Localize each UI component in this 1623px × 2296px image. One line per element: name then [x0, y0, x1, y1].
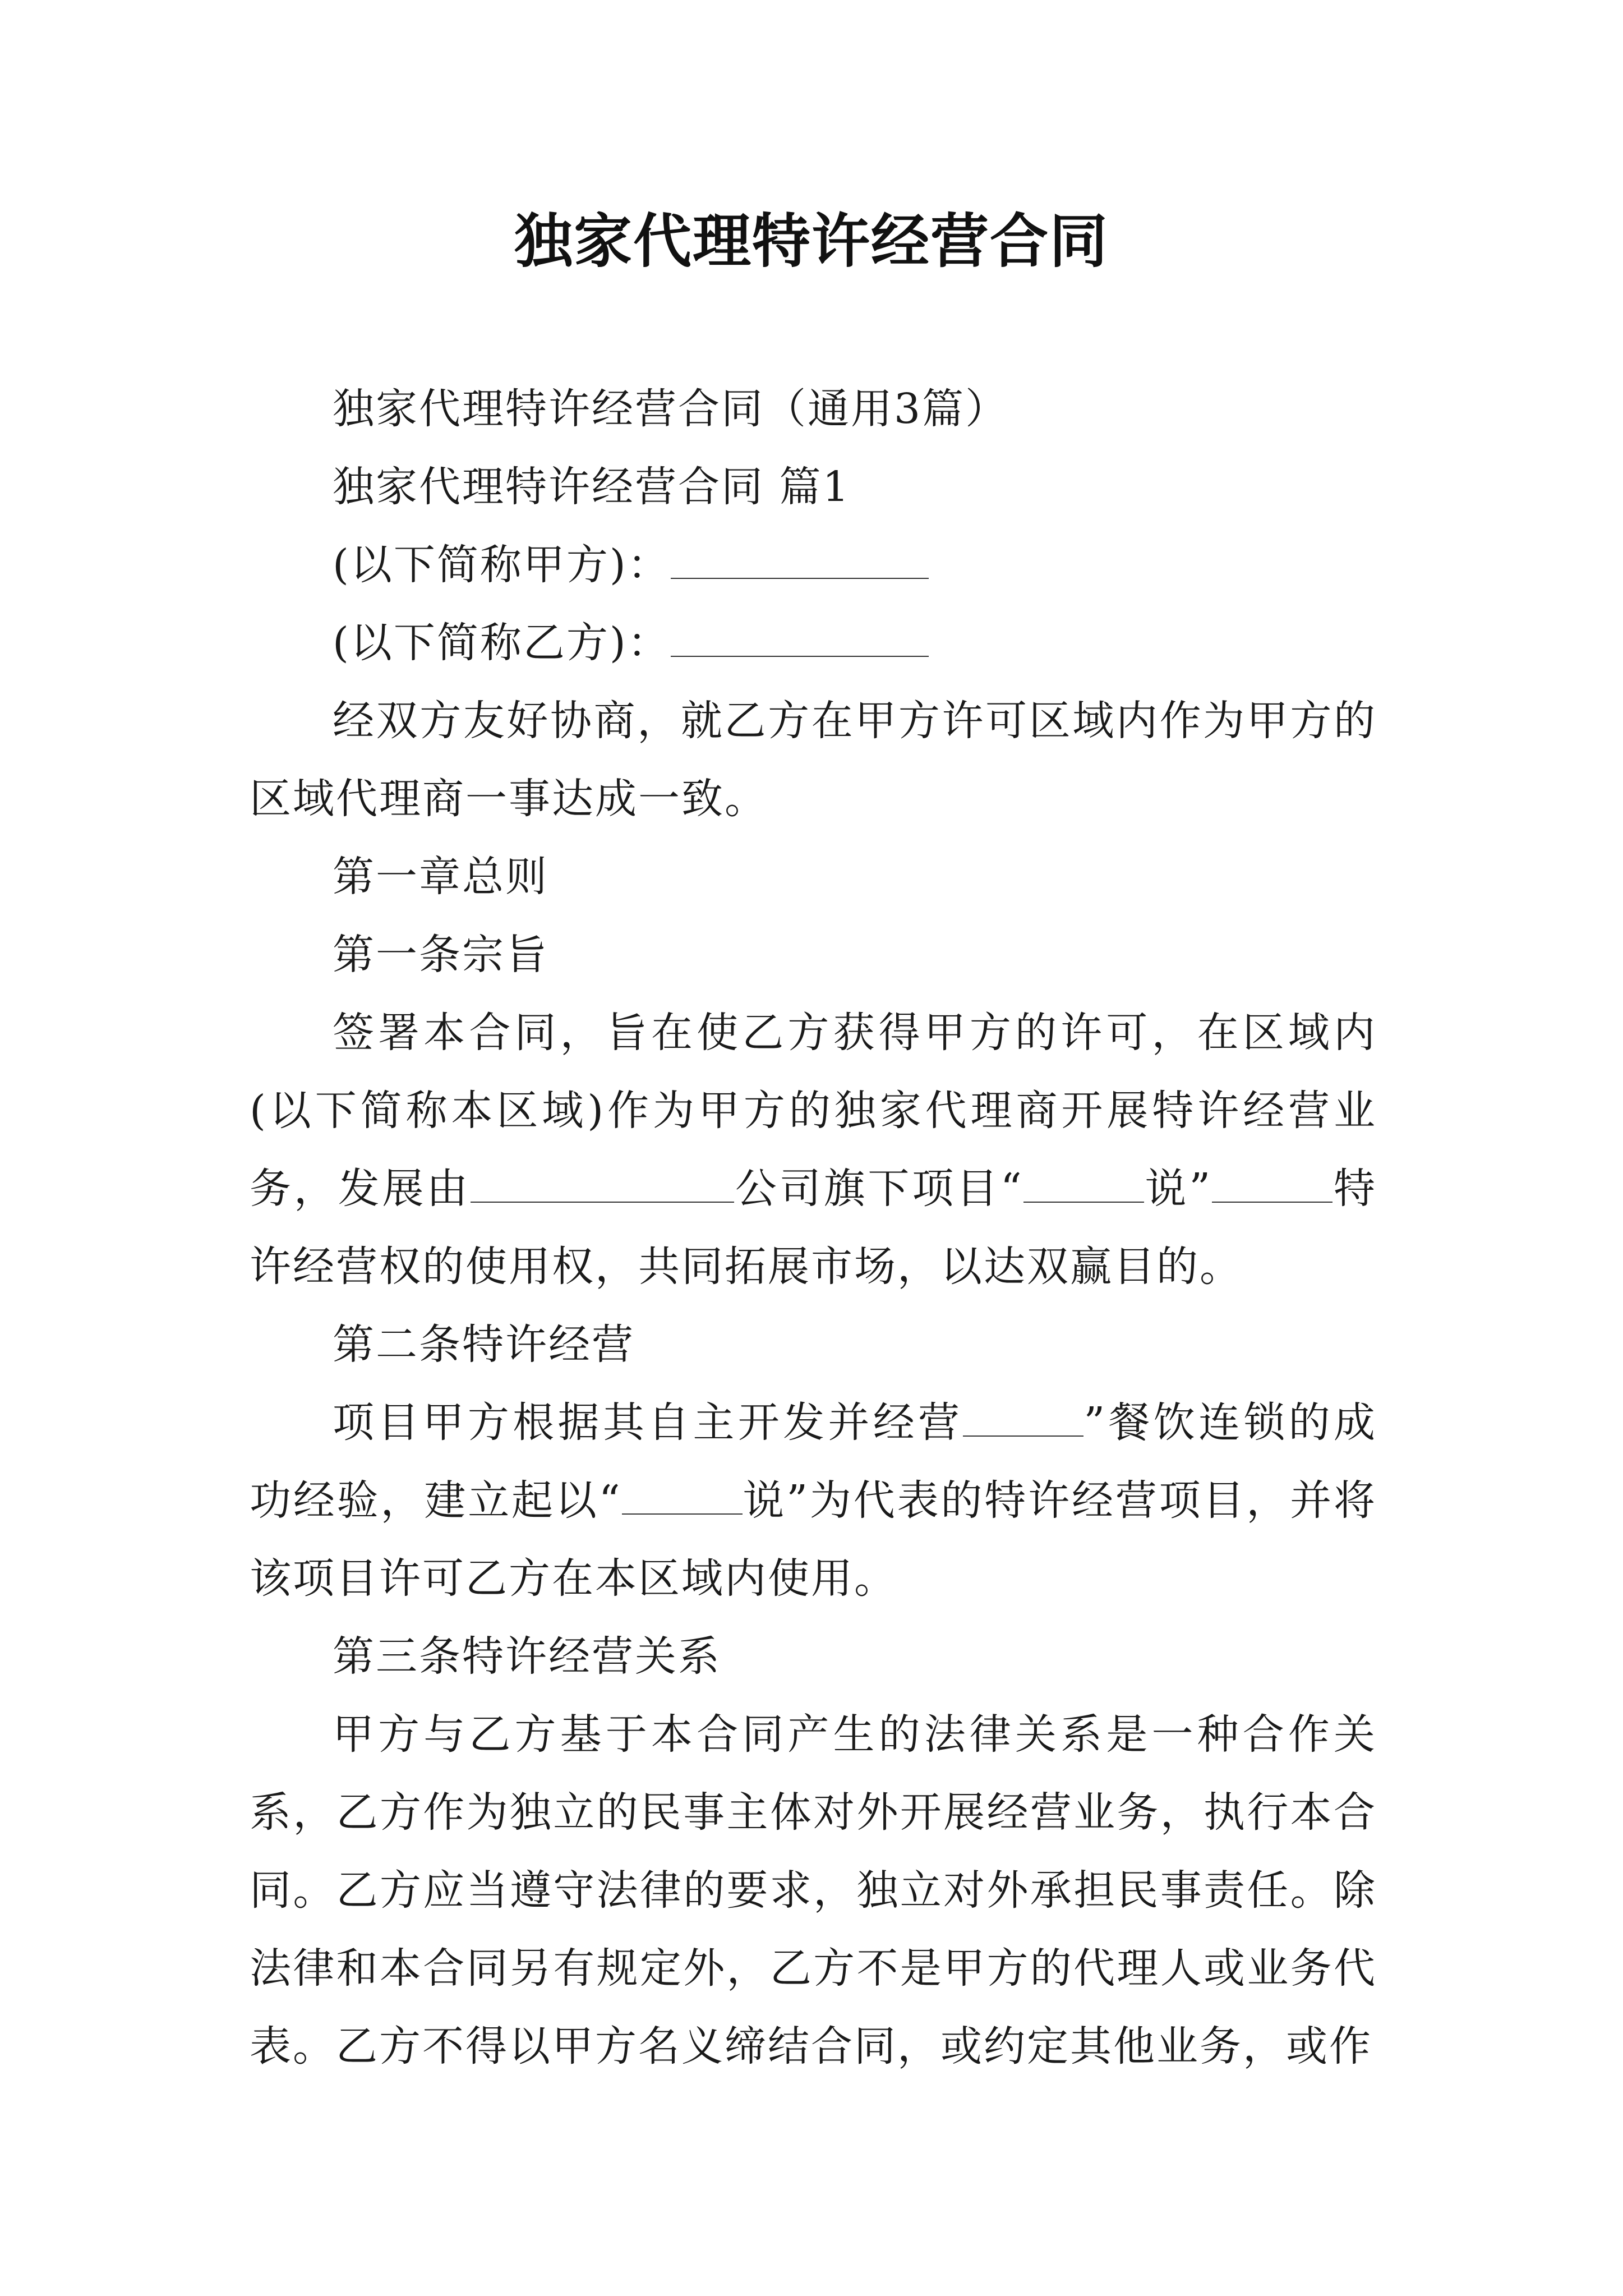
article2-text-a: 项目甲方根据其自主开发并经营 — [333, 1398, 963, 1447]
party-a-label: (以下简称甲方)： — [333, 541, 671, 589]
intro-paragraph: 经双方友好协商，就乙方在甲方许可区域内作为甲方的区域代理商一事达成一致。 — [250, 697, 1377, 823]
chain-blank — [963, 1402, 1083, 1437]
document-body — [250, 370, 1377, 2086]
company-blank — [471, 1168, 734, 1203]
party-a-line — [250, 526, 1377, 604]
article2-paragraph — [250, 1384, 1377, 1618]
article1-paragraph — [250, 994, 1377, 1306]
article3-heading: 第三条特许经营关系 — [333, 1632, 721, 1681]
party-a-blank — [671, 544, 929, 579]
project-blank — [1023, 1168, 1144, 1203]
article1-text-d: 特许经营权的使用权，共同拓展市场，以达双赢目的。 — [250, 1165, 1377, 1291]
article2-heading: 第二条特许经营 — [333, 1320, 635, 1369]
document-subtitle: 独家代理特许经营合同（通用3篇） — [333, 385, 1009, 433]
part-heading: 独家代理特许经营合同 篇1 — [333, 463, 851, 511]
article1-text-c: 说” — [1144, 1165, 1212, 1213]
party-b-line — [250, 604, 1377, 682]
chapter-heading: 第一章总则 — [333, 853, 548, 901]
document-title: 独家代理特许经营合同 — [514, 206, 1109, 275]
article2-text-b: ”餐饮连锁的成功经验，建立起以“ — [250, 1398, 1377, 1525]
party-b-label: (以下简称乙方)： — [333, 619, 671, 667]
article1-heading: 第一条宗旨 — [333, 931, 548, 979]
article3-paragraph: 甲方与乙方基于本合同产生的法律关系是一种合作关系，乙方作为独立的民事主体对外开展经营业务，执行本合同。乙方应当遵守法律的要求，独立对外承担民事责任。除法律和本合同另有规定外，乙方不是甲方的代理人或业务代表。乙方不得以甲方名义缔结合同，或约定其他业务，或作 — [250, 1710, 1377, 2070]
article2-text-c: 说”为代表的特许经营项目，并将该项目许可乙方在本区域内使用。 — [250, 1476, 1377, 1603]
article1-text-a: 签署本合同，旨在使乙方获得甲方的许可，在区域内(以下简称本区域)作为甲方的独家代理商开展特许经营业务，发展由 — [250, 1009, 1377, 1213]
article1-text-b: 公司旗下项目“ — [734, 1165, 1023, 1213]
brand-blank — [1212, 1168, 1332, 1203]
party-b-blank — [671, 622, 929, 657]
project-name-blank — [622, 1480, 743, 1515]
